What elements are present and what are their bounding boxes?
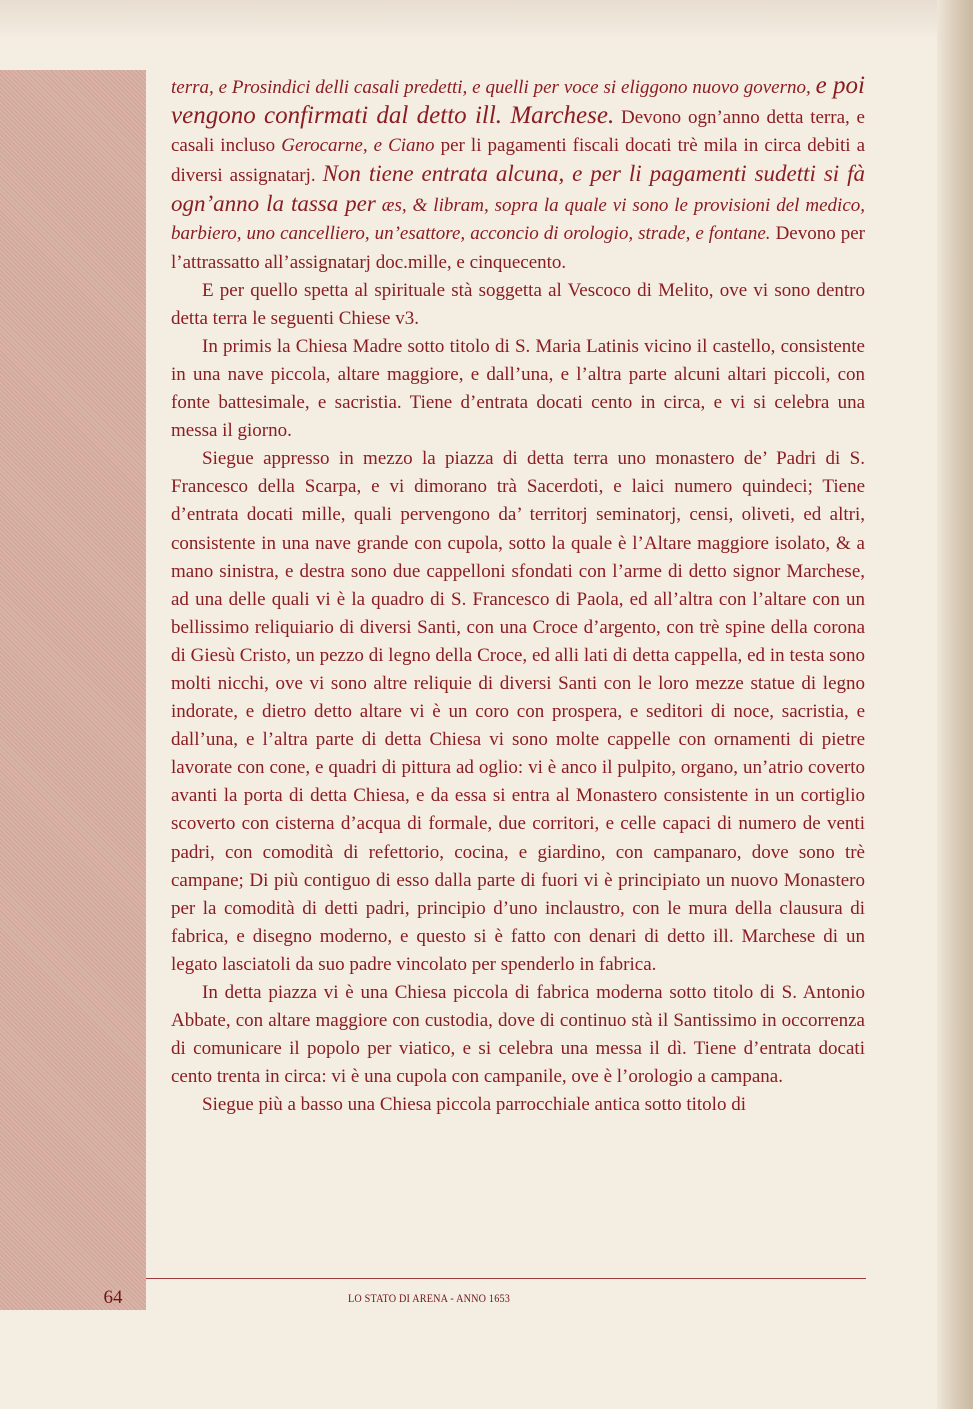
p1-text-h: Devono per l’attrassatto all’assignatarj doc.mille, e cinquecento. [171,223,865,273]
margin-color-bar [0,70,146,1310]
footer-rule [146,1278,866,1279]
p1-italic-a: terra, e Prosindici delli casali predetti, e quelli per voce si eliggono nuovo governo, [171,77,811,98]
paragraph-2: E per quello spetta al spirituale stà soggetta al Vescoco di Melito, ove vi sono dentro detta terra le seguenti Chiese v3. [171,279,865,329]
paragraph-5: In detta piazza vi è una Chiesa piccola di fabrica moderna sotto titolo di S. Antonio Abbate, con altare maggiore con custodia, dove di continuo stà il Santissimo in occorrenza di comunicare il popolo per viatico, e si celebra una messa il dì. Tiene d’entrata docati cento trenta in circa: vi è una cupola con campanile, ove è l’orologio a campana. [171,982,865,1088]
page-top-tint [0,0,973,40]
p1-italic-b: e poi vengono confirmati dal detto ill. Marchese. [171,72,866,130]
p1-italic-g: æs, & libram, sopra la quale vi sono le provisioni del medico, barbiero, uno cancelliero, un’esattore, acconcio di orologio, strade, e fontane. [171,195,866,245]
p1-italic-f: Non tiene entrata alcuna, e per li pagamenti sudetti si fà ogn’anno la tassa per [171,161,866,217]
page-gutter-shadow [937,0,973,1409]
body-text [171,72,865,1119]
p1-italic-d: Gerocarne, e Ciano [281,135,435,157]
paragraph-6: Siegue più a basso una Chiesa piccola parrocchiale antica sotto titolo di [202,1094,746,1116]
paragraph-1 [171,72,865,277]
paragraph-3: In primis la Chiesa Madre sotto titolo di S. Maria Latinis vicino il castello, consistente in una nave piccola, altare maggiore, e dall’una, e l’altra parte alcuni altari piccoli, con fonte battesimale, e sacristia. Tiene d’entrata docati cento in circa, e vi si celebra una messa il giorno. [171,335,865,442]
p1-text-e: per li pagamenti fiscali docati trè mila in circa debiti a diversi assignatarj. [171,135,866,187]
p1-text-c: Devono ogn’anno detta terra, e casali incluso [171,107,865,157]
paragraph-4: Siegue appresso in mezzo la piazza di detta terra uno monastero de’ Padri di S. Francesco della Scarpa, e vi dimorano trà Sacerdoti, e laici numero quindeci; Tiene d’entrata docati mille, quali pervengono da’ territorj seminatorj, censi, oliveti, ed altri, consistente in una nave grande con cupola, sotto la quale è l’Altare maggiore isolato, & a mano sinistra, e destra sono due cappelloni sfondati con l’arme di detto signor Marchese, ad una delle quali vi è la quadro di S. Francesco di Paola, ed all’altra con l’altare con un bellissimo reliquiario di diversi Santi, con una Croce d’argento, con trè spine della corona di Giesù Cristo, un pezzo di legno della Croce, ed alli lati di detta cappella, ed in testa sono molti nicchi, ove vi sono altre reliquie di diversi Santi con le loro mezze statue di legno indorate, e dietro detto altare vi è un coro con prospera, e seditori di noce, sacristia, e dall’una, e l’altra parte di detta Chiesa vi sono molte cappelle con ornamenti di pietre lavorate con cone, e quadri di pittura ad oglio: vi è anco il pulpito, organo, un’atrio coverto avanti la porta di detta Chiesa, e da essa si entra al Monastero consistente in un cortiglio scoverto con cisterna d’acqua di formale, due corritori, e celle capaci di numero de venti padri, con comodità di refettorio, cocina, e giardino, con campanaro, dove sono trè campane; Di più contiguo di esso dalla parte di fuori vi è principiato un nuovo Monastero per la comodità di detti padri, principio d’uno inclaustro, con le mura della clausura di fabrica, e disegno moderno, e questo si è fatto con denari di detto ill. Marchese di un legato lasciatoli da suo padre vincolato per spenderlo in fabrica. [171,448,865,975]
running-footer-title: LO STATO DI ARENA - ANNO 1653 [347,1291,511,1305]
page-number: 64 [103,1287,123,1308]
